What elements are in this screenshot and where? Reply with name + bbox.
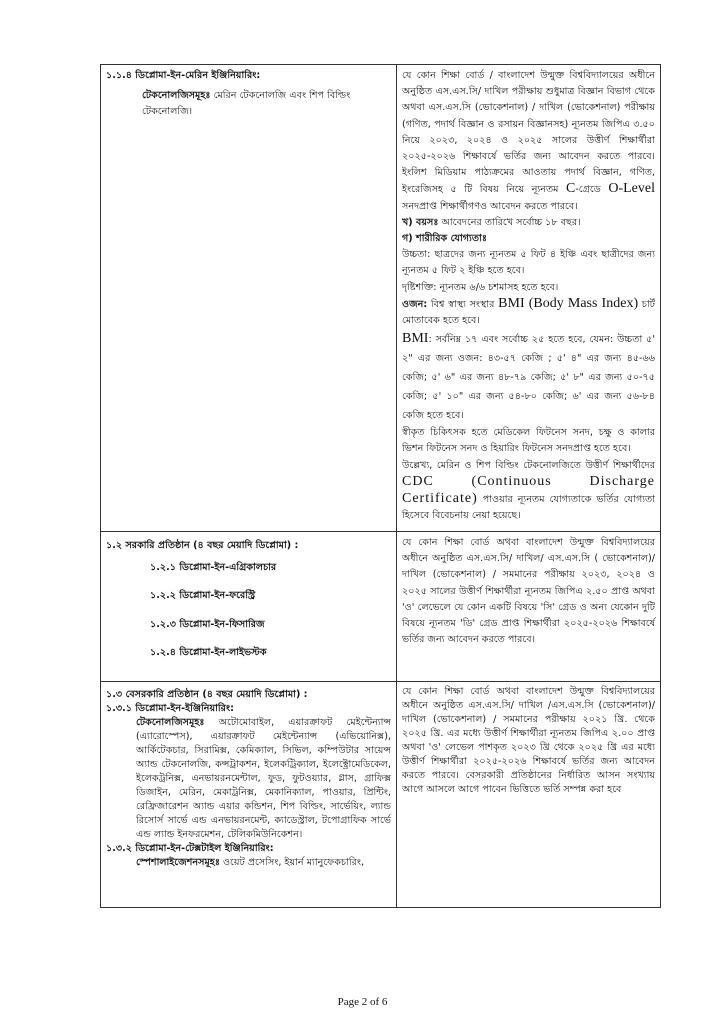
note-text: উল্লেখ্য, মেরিন ও শিপ বিল্ডিং টেকনোলজিতে উত্তীর্ণ শিক্ষার্থীদের: [402, 459, 655, 471]
specialization-list: ওয়েট প্রসেসিং, ইয়ার্ন ম্যানুফেকচারিং,: [223, 857, 365, 868]
course-item: ১.২.২ ডিপ্লোমা-ইন-ফরেস্ট্রি: [150, 590, 256, 602]
age-label: খ) বয়সঃ: [402, 216, 439, 228]
requirement-cell: [397, 65, 661, 532]
weight-text: চার্ট মোতাবেক হতে হবে।: [402, 298, 655, 327]
grade-c: C: [566, 181, 576, 197]
tech-label: টেকনোলজিসমূহঃ: [136, 717, 205, 728]
course-cell: [101, 532, 397, 682]
requirement-text: যে কোন শিক্ষা বোর্ড অথবা বাংলাদেশ উন্মুক্ত বিশ্ববিদ্যালয়ের অধীনে অনুষ্ঠিত এস.এস.সি/ দাখিল/ এস.এস.সি ( ভোকেশনাল)/ দাখিল (ভোকেশনাল) / সমমানের পরীক্ষায় ২০২৩, ২০২৪ ও ২০২৫ সালের উত্তীর্ণ শিক্ষার্থীরা ন্যূনতম জিপিএ ২.৫০ প্রাপ্ত অথবা 'ও' লেভেলে যে কোন একটি বিষয়ে 'সি' গ্রেড ও অন্য যেকোন দুটি বিষয়ে ন্যূনতম 'ডি' গ্রেড প্রাপ্ত শিক্ষার্থীরা ২০২৫-২০২৬ শিক্ষাবর্ষে ভর্তির জন্য আবেদন করতে পারবে।: [402, 537, 655, 646]
subsection-heading: ১.৩.১ ডিপ্লোমা-ইন-ইঞ্জিনিয়ারিং:: [106, 703, 234, 714]
table-row-government: [101, 532, 661, 682]
specialization-label: স্পেশালাইজেশনসমূহঃ: [136, 857, 220, 868]
requirement-cell: [397, 532, 661, 682]
section-heading: ১.২ সরকারি প্রতিষ্ঠান (৪ বছর মেয়াদি ডিপ্লোমা) :: [106, 540, 299, 551]
requirement-cell: [397, 682, 661, 908]
weight-label: ওজন:: [402, 298, 428, 310]
age-text: আবেদনের তারিখে সর্বোচ্চ ১৮ বছর।: [441, 216, 581, 228]
section-heading: ১.৩ বেসরকারি প্রতিষ্ঠান (৪ বছর মেয়াদি ডিপ্লোমা) :: [106, 689, 308, 700]
note-text: পাওয়ার ন্যূনতম যোগ্যতাকে ভর্তির যোগ্যতা হিসেবে বিবেচনায় নেয়া হয়েছে।: [402, 494, 655, 522]
course-item: ১.২.১ ডিপ্লোমা-ইন-এগ্রিকালচার: [150, 562, 277, 574]
subsection-heading: ১.৩.২ ডিপ্লোমা-ইন-টেক্সটাইল ইঞ্জিনিয়ারিং:: [106, 843, 274, 854]
bmi-label: BMI: [402, 331, 429, 347]
requirement-text: যে কোন শিক্ষা বোর্ড / বাংলাদেশ উন্মুক্ত বিশ্ববিদ্যালয়ের অধীনে অনুষ্ঠিত এস.এস.সি/ দাখিল পরীক্ষায় শুধুমাত্র বিজ্ঞান বিভাগ থেকে অথবা এস.এস.সি (ভোকেশনাল) / দাখিল (ভোকেশনাল) পরীক্ষায় (গণিত, পদার্থ বিজ্ঞান ও রসায়ন বিজ্ঞানসহ) ন্যূনতম জিপিএ ৩.৫০ নিয়ে ২০২৩, ২০২৪ ও ২০২৫ সালের উত্তীর্ণ শিক্ষার্থীরা ২০২৫-২০২৬ শিক্ষাবর্ষে ভর্তির জন্য আবেদন করতে পারবে। ইংলিশ মিডিয়াম পাঠ্যক্রমের আওতায় পদার্থ বিজ্ঞান, গণিত, ইংরেজিসহ ৫ টি বিষয় নিয়ে ন্যূনতম: [402, 70, 655, 196]
eligibility-table: [100, 64, 661, 908]
course-cell: [101, 682, 397, 908]
bmi-term: BMI (Body Mass Index): [498, 295, 639, 311]
height-text: উচ্চতা: ছাত্রদের জন্য ন্যূনতম ৫ ফিট ৪ ইঞ্চি এবং ছাত্রীদের জন্য ন্যূনতম ৫ ফিট ২ ইঞ্চি হতে হবে।: [402, 249, 655, 277]
table-row-marine: [101, 65, 661, 532]
cdc-term: CDC (Continuous Discharge Certificate): [402, 473, 655, 507]
requirement-text: সনদপ্রাপ্ত শিক্ষার্থীগণও আবেদন করতে পারবে।: [402, 200, 578, 212]
course-heading: ১.১.৪ ডিপ্লোমা-ইন-মেরিন ইঞ্জিনিয়ারিং:: [106, 70, 261, 81]
table-row-private: [101, 682, 661, 908]
tech-label: টেকনোলজিসমূহঃ: [142, 90, 211, 102]
course-item: ১.২.৪ ডিপ্লোমা-ইন-লাইভস্টক: [150, 646, 267, 658]
course-item: ১.২.৩ ডিপ্লোমা-ইন-ফিসারিজ: [150, 618, 265, 630]
requirement-text: যে কোন শিক্ষা বোর্ড অথবা বাংলাদেশ উন্মুক্ত বিশ্ববিদ্যালয়ের অধীনে অনুষ্ঠিত এস.এস.সি/ দাখিল /এস.এস.সি (ভোকেশনাল)/ দাখিল (ভোকেশনাল) / সমমানের পরীক্ষায় ২০২১ খ্রি. থেকে ২০২৫ খ্রি. এর মধ্যে উত্তীর্ণ শিক্ষার্থীরা ন্যূনতম জিপিএ ২.০০ প্রাপ্ত অথবা 'ও' লেভেল পাশকৃত ২০২৩ খ্রি থেকে ২০২৫ খ্রি এর মধ্যে উত্তীর্ণ শিক্ষার্থীরা ২০২৫-২০২৬ শিক্ষাবর্ষে ভর্তির জন্য আবেদন করতে পারবে। বেসরকারী প্রতিষ্ঠানের নির্ধারিত আসন সংখ্যায় আগে আসলে আগে পাবেন ভিত্তিতে ভর্তি সম্পন্ন করা হবে: [402, 686, 655, 795]
tech-text: মেরিন টেকনোলজি এবং শিপ বিল্ডিং টেকনোলজি।: [142, 90, 351, 118]
tech-list: অটোমোবাইল, এয়ারক্রাফট মেইন্টেন্যান্স (এ্যারোস্পেস), এয়ারক্রাফট মেইন্টেন্যান্স (এভিয়োনিক্স), আর্কিটেকচার, সিরামিক্স, কেমিক্যাল, সিভিল, কম্পিউটার সায়েন্স অ্যান্ড টেকনোলজি, কন্সট্রাকশন, ইলেকট্রিক্যাল, ইলেক্ট্রোমেডিকেল, ইলেকট্রনিক্স, এনভায়রনমেন্টাল, ফুড, ফুটওয়্যার, গ্লাস, গ্রাফিক্স ডিজাইন, মেরিন, মেকাট্রনিক্স, মেকানিক্যাল, পাওয়ার, প্রিন্টিং, রেফ্রিজারেশন অ্যান্ড এয়ার কন্ডিশন, শিপ বিল্ডিং, সার্ভেয়িং, ল্যান্ড রিসোর্স সার্ভে এন্ড এনভায়রনমেন্ট, ক্যাডেস্ট্রাল, টপোগ্রাফিক সার্ভে এন্ড ল্যান্ড ইনফরমেশন, টেলিকমিউনিকেশন।: [136, 717, 391, 840]
bmi-text: : সর্বনিম্ন ১৭ এবং সর্বোচ্চ ২৫ হতে হবে, যেমন: উচ্চতা ৫' ২" এর জন্য ওজন: ৪৩-৫৭ কেজি ; ৫' ৪" এর জন্য ৪৫-৬৬ কেজি; ৫' ৬" এর জন্য ৪৮-৭৯ কেজি; ৫' ৮" এর জন্য ৫০-৭৫ কেজি; ৫' ১০" এর জন্য ৫৪-৮০ কেজি; ৬' এর জন্য ৫৬-৮৪ কেজি হতে হবে।: [402, 334, 655, 422]
weight-text: বিশ্ব স্বাস্থ্য সংস্থার: [430, 298, 495, 310]
o-level: O-Level: [608, 181, 655, 197]
vision-text: দৃষ্টিশক্তি: ন্যূনতম ৬/৬ চশমাসহ হতে হবে।: [402, 281, 559, 293]
requirement-text: -গ্রেডে: [575, 184, 601, 196]
page-number: Page 2 of 6: [337, 996, 388, 1008]
course-cell: [101, 65, 397, 532]
medical-text: স্বীকৃত চিকিৎসক হতে মেডিকেল ফিটনেস সনদ, চক্ষু ও কালার ভিশন ফিটনেস সনদ ও হিয়ারিং ফিটনেস সনদপ্রাপ্ত হতে হবে।: [402, 427, 655, 455]
physical-label: গ) শারীরিক যোগ্যতাঃ: [402, 233, 487, 245]
